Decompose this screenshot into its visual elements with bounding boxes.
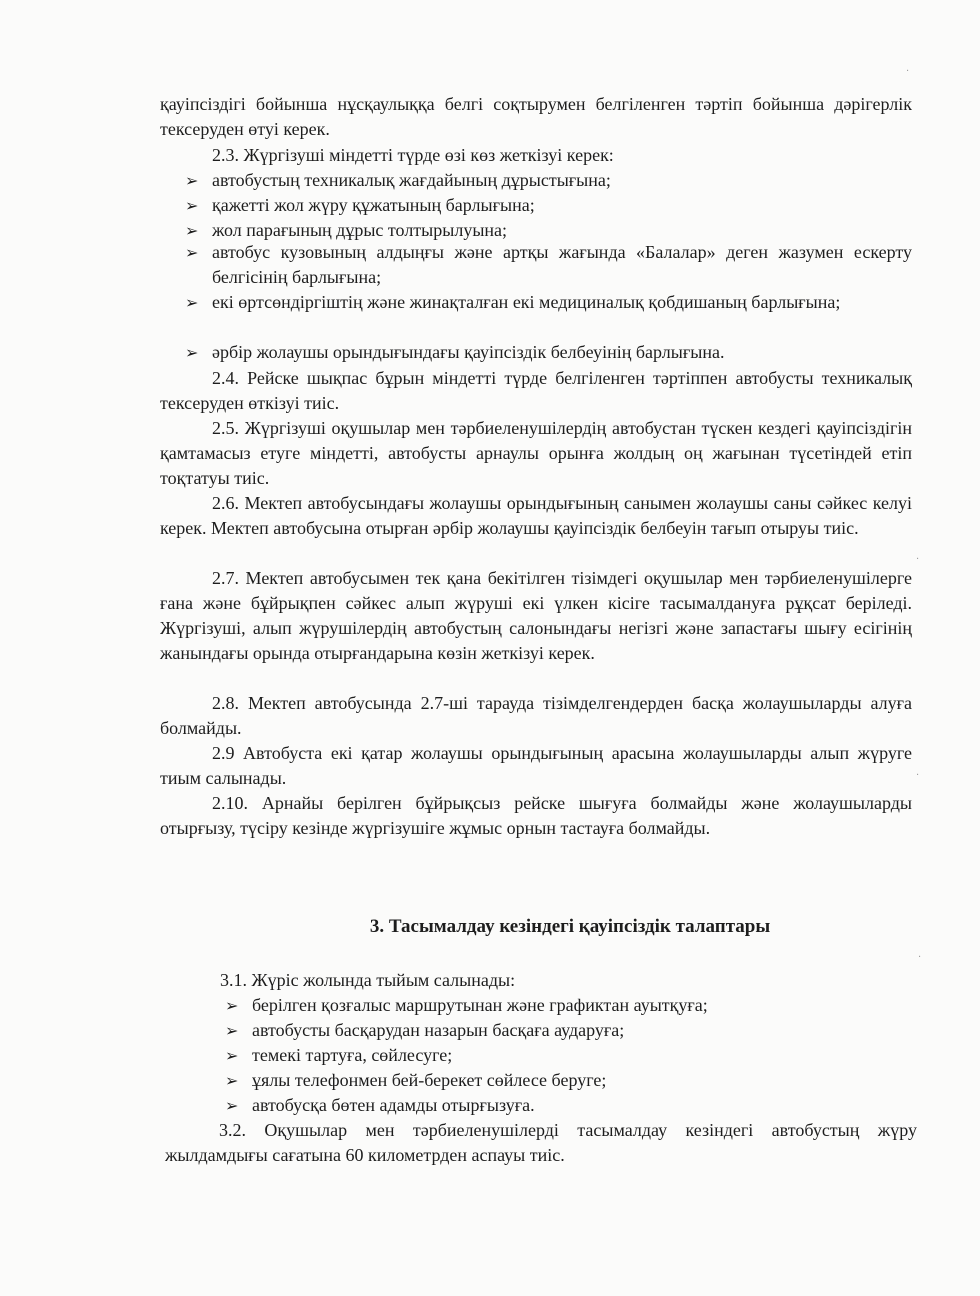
bullet-arrow-icon: ➢: [185, 293, 199, 312]
paragraph-2-7: 2.7. Мектеп автобусымен тек қана бекітілген тізімдегі оқушылар мен тәрбиеленушілерге ғана және бұйрықпен сәйкес алып жүруші екі үлкен кісіге тасымалдануға рұқсат беріледі. Жүргізуші, алып жүрушілердің автобустың салонындағы негізгі және запастағы шығу есігінің жанындағы орында отырғандарына көзін жеткізуі керек.: [160, 568, 912, 663]
list-item: [185, 290, 912, 315]
scan-speck: ·: [916, 554, 920, 565]
paragraph-2-6: 2.6. Мектеп автобусындағы жолаушы орындығының санымен жолаушы саны сәйкес келуі керек. Мектеп автобусына отырған әрбір жолаушы қауіпсіздік белбеуін тағып отыруы тиіс.: [160, 493, 912, 538]
list-item-text: автобустың техникалық жағдайының дұрыстығына;: [212, 170, 611, 190]
paragraph-2-10: 2.10. Арнайы берілген бұйрықсыз рейске шығуға болмайды және жолаушыларды отырғызу, түсіру кезінде жүргізушіге жұмыс орнын тастауға болмайды.: [160, 793, 912, 838]
paragraph-2-5: 2.5. Жүргізуші оқушылар мен тәрбиеленушілердің автобустан түскен кездегі қауіпсіздігін қамтамасыз етуге міндетті, автобусты арнаулы орынға жолдың оң жағынан түсетіндей етіп тоқтатуы тиіс.: [160, 418, 912, 488]
bullet-arrow-icon: ➢: [225, 1046, 239, 1065]
list-item-text: жол парағының дұрыс толтырылуына;: [212, 220, 508, 240]
list-item: [225, 993, 912, 1018]
bullet-arrow-icon: ➢: [225, 1071, 239, 1090]
list-item-text: әрбір жолаушы орындығындағы қауіпсіздік белбеуінің барлығына.: [212, 342, 725, 362]
bullet-arrow-icon: ➢: [225, 1021, 239, 1040]
list-item: [225, 1043, 912, 1068]
list-item: [185, 193, 912, 218]
list-item-text: автобусқа бөтен адамды отырғызуға.: [252, 1095, 535, 1115]
paragraph-2-3: 2.3. Жүргізуші міндетті түрде өзі көз жеткізуі керек:: [212, 145, 614, 165]
list-item: [185, 240, 912, 290]
list-item: [185, 340, 912, 365]
list-item: [225, 1018, 912, 1043]
list-item: [225, 1068, 912, 1093]
list-item-text: екі өртсөндіргіштің және жинақталған екі медициналық қобдишаның барлығына;: [212, 292, 841, 312]
bullet-arrow-icon: ➢: [185, 243, 199, 262]
scan-speck: ·: [916, 770, 920, 781]
paragraph-3-1: 3.1. Жүріс жолында тыйым салынады:: [220, 970, 516, 990]
scan-speck: ·: [906, 66, 910, 77]
paragraph-2-9: 2.9 Автобуста екі қатар жолаушы орындығының арасына жолаушыларды алып жүруге тиым салынады.: [160, 743, 912, 788]
bullet-arrow-icon: ➢: [225, 996, 239, 1015]
paragraph-2-8: 2.8. Мектеп автобусында 2.7-ші тарауда тізімделгендерден басқа жолаушыларды алуға болмайды.: [160, 693, 912, 738]
list-item-text: автобусты басқарудан назарын басқаға аударуға;: [252, 1020, 625, 1040]
section-heading: 3. Тасымалдау кезіндегі қауіпсіздік талаптары: [369, 916, 771, 937]
list-item-text: темекі тартуға, сөйлесуге;: [252, 1045, 453, 1065]
list-item: [225, 1093, 912, 1118]
scan-speck: ·: [918, 952, 922, 963]
bullet-arrow-icon: ➢: [185, 221, 199, 240]
paragraph-medical-check: қауіпсіздігі бойынша нұсқаулыққа белгі соқтырумен белгіленген тәртіп бойынша дәрігерлік тексеруден өтуі керек.: [160, 94, 912, 139]
list-item-text: берілген қозғалыс маршрутынан және графиктан ауытқуға;: [252, 995, 708, 1015]
bullet-arrow-icon: ➢: [225, 1096, 239, 1115]
list-item: [185, 168, 912, 193]
list-item-text: қажетті жол жүру құжатының барлығына;: [212, 195, 535, 215]
paragraph-3-2: 3.2. Оқушылар мен тәрбиеленушілерді тасымалдау кезіндегі автобустың жүру жылдамдығы сағатына 60 километрден аспауы тиіс.: [165, 1120, 917, 1165]
list-item-text: автобус кузовының алдыңғы және артқы жағында «Балалар» деген жазумен ескерту белгісінің барлығына;: [212, 242, 912, 287]
list-item-text: ұялы телефонмен бей-берекет сөйлесе беруге;: [252, 1070, 607, 1090]
bullet-arrow-icon: ➢: [185, 196, 199, 215]
bullet-arrow-icon: ➢: [185, 171, 199, 190]
paragraph-2-4: 2.4. Рейске шықпас бұрын міндетті түрде белгіленген тәртіппен автобусты техникалық тексеруден өткізуі тиіс.: [160, 368, 912, 413]
bullet-arrow-icon: ➢: [185, 343, 199, 362]
